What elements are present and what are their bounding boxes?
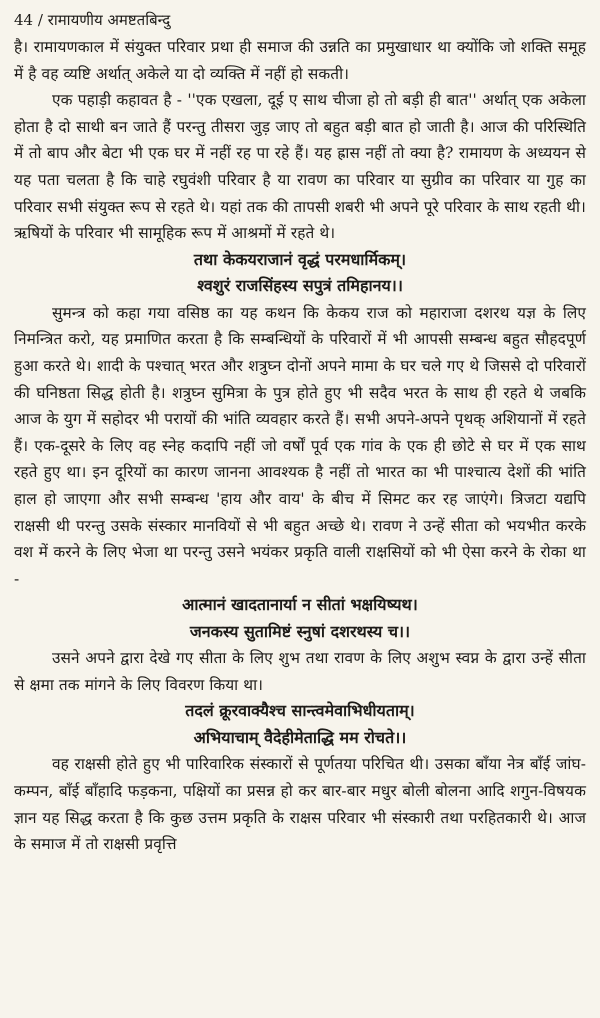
paragraph: सुमन्त्र को कहा गया वसिष्ठ का यह कथन कि केकय राज को महाराजा दशरथ यज्ञ के लिए निमन्त्रित करो, यह प्रमाणित करता है कि सम्बन्धियों के परिवारों में भी आपसी सम्बन्ध बहुत सौहदपूर्ण हुआ करते थे। शादी के पश्चात् भरत और शत्रुघ्न दोनों अपने मामा के घर चले गए थे जिससे दो परिवारों की घनिष्ठता सिद्ध होती है। शत्रुघ्न सुमित्रा के पुत्र होते हुए भी सदैव भरत के साथ ही रहते थे जबकि आज के युग में सहोदर भी परायों की भांति व्यवहार करते हैं। सभी अपने-अपने पृथक् अशियानों में रहते हैं। एक-दूसरे के लिए वह स्नेह कदापि नहीं जो वर्षों पूर्व एक गांव के एक ही छोटे से घर में एक साथ रहते हुए था। इन दूरियों का कारण जानना आवश्यक है नहीं तो भारत का भी पाश्चात्य देशों की भांति हाल हो जाएगा और सभी सम्बन्ध 'हाय और वाय' के बीच में सिमट कर रह जाएंगे। त्रिजटा यद्यपि राक्षसी थी परन्तु उसके संस्कार मानवियों से भी बहुत अच्छे थे। रावण ने उन्हें सीता को भयभीत करके वश में करने के लिए भेजा था परन्तु उसने भयंकर प्रकृति वाली राक्षसियों को भी ऐसा करने के रोका था - <box>14 303 586 588</box>
sanskrit-verse-line: अभियाचाम् वैदेहीमेताद्धि मम रोचते।। <box>193 727 407 747</box>
paragraph: उसने अपने द्वारा देखे गए सीता के लिए शुभ तथा रावण के लिए अशुभ स्वप्न के द्वारा उन्हें सीता से क्षमा तक मांगने के लिए विवरण किया था। <box>14 649 586 694</box>
sanskrit-verse-line: जनकस्य सुतामिष्टं स्नुषां दशरथस्य च।। <box>189 621 411 641</box>
paragraph: एक पहाड़ी कहावत है - ''एक एखला, दूई ए साथ चीजा हो तो बड़ी ही बात'' अर्थात् एक अकेला होता है दो साथी बन जाते हैं परन्तु तीसरा जुड़ जाए तो बहुत बड़ी बात हो जाती है। आज की परिस्थिति में तो बाप और बेटा भी एक घर में नहीं रह पा रहे हैं। यह ह्रास नहीं तो क्या है? रामायण के अध्ययन से यह पता चलता है कि चाहे रघुवंशी परिवार है या रावण का परिवार या सुग्रीव का परिवार या गुह का परिवार सभी संयुक्त रूप से रहते थे। यहां तक की तापसी शबरी भी अपने पूरे परिवार के साथ रहती थी। ऋषियों के परिवार भी सामूहिक रूप में आश्रमों में रहते थे। <box>14 91 586 243</box>
page-body <box>14 34 586 858</box>
paragraph: है। रामायणकाल में संयुक्त परिवार प्रथा ही समाज की उन्नति का प्रमुखाधार था क्योंकि जो शक्ति समूह में है वह व्यष्टि अर्थात् अकेले या दो व्यक्ति में नहीं हो सकती। <box>14 38 586 83</box>
page-number: 44 <box>14 11 34 29</box>
header-separator: / <box>33 11 48 29</box>
sanskrit-verse-line: तथा केकयराजानं वृद्धं परमधार्मिकम्। <box>193 249 407 269</box>
sanskrit-verse-line: श्वशुरं राजसिंहस्य सपुत्रं तमिहानय।। <box>197 276 403 296</box>
book-title: रामायणीय अमष्टतबिन्दु <box>47 11 171 29</box>
sanskrit-verse-line: तदलं क्रूरवाक्यैश्च सान्त्वमेवाभिधीयताम्। <box>185 701 415 721</box>
paragraph: वह राक्षसी होते हुए भी पारिवारिक संस्कारों से पूर्णतया परिचित थी। उसका बाँया नेत्र बाँई जांघ-कम्पन, बाँई बाँहादि फड़कना, पक्षियों का प्रसन्न हो कर बार-बार मधुर बोली बोलना आदि शगुन-विषयक ज्ञान यह सिद्ध करता है कि कुछ उत्तम प्रकृति के राक्षस परिवार भी संस्कारी तथा परहितकारी थे। आज के समाज में तो राक्षसी प्रवृत्ति <box>14 755 586 854</box>
sanskrit-verse-line: आत्मानं खादतानार्या न सीतां भक्षयिष्यथ। <box>182 595 418 615</box>
page-header <box>14 8 586 34</box>
